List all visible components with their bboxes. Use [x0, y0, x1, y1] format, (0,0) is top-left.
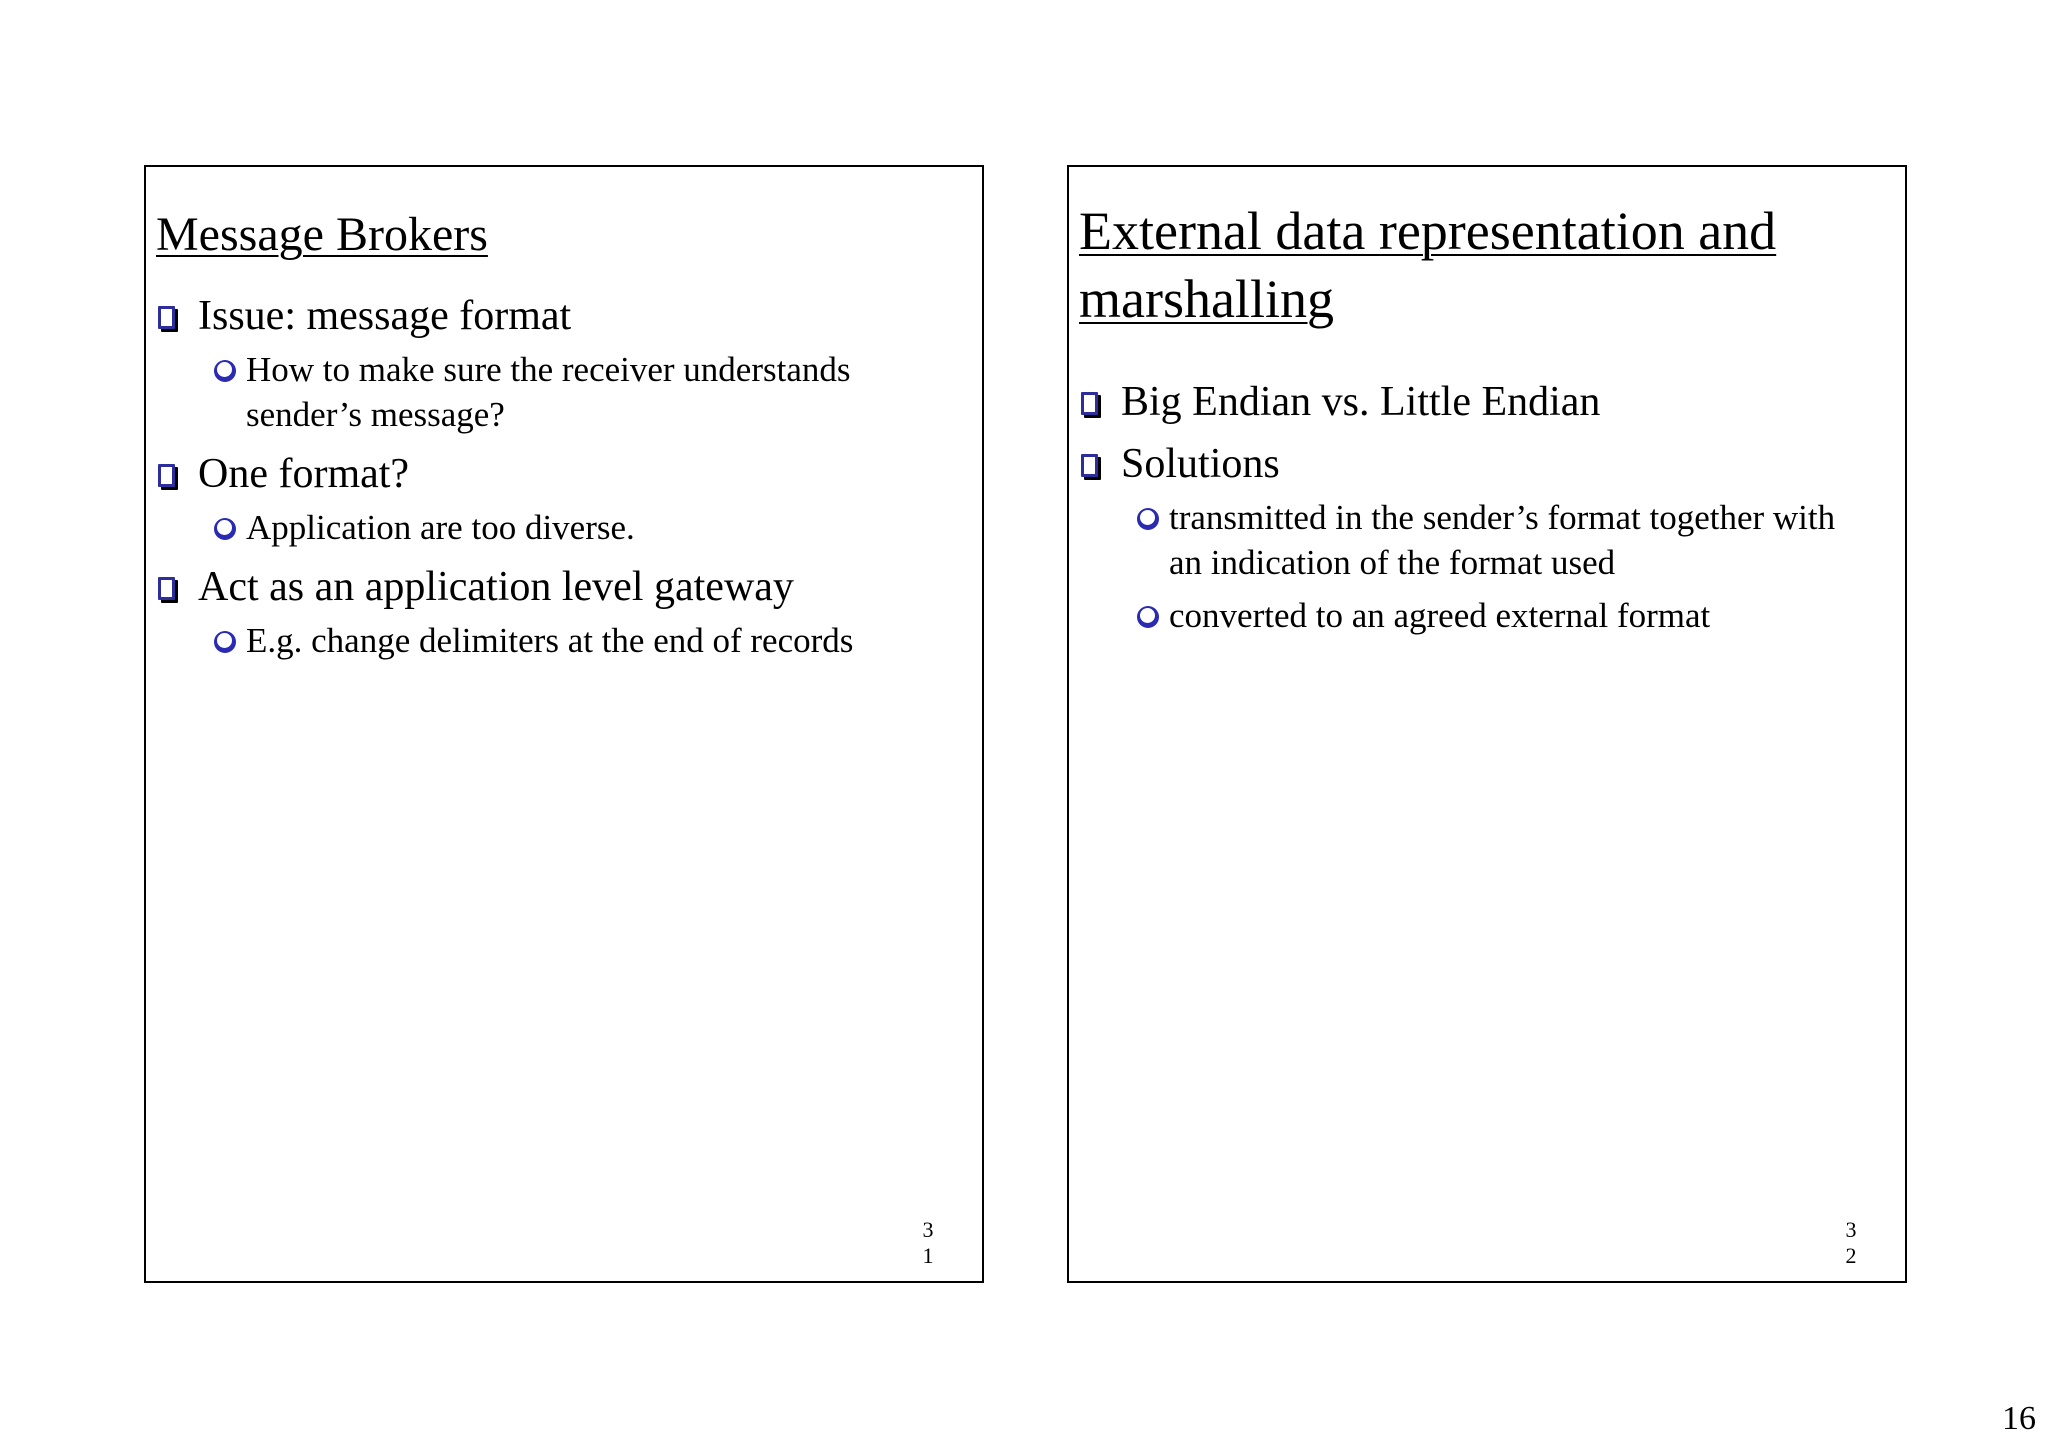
bullet-text: Big Endian vs. Little Endian [1121, 379, 1601, 425]
square-bullet-icon [158, 306, 175, 329]
slide-number-digit: 3 [922, 1217, 934, 1242]
bullet-text: One format? [198, 451, 410, 497]
sub-bullet-text: E.g. change delimiters at the end of records [246, 621, 854, 660]
slide-number [918, 1217, 938, 1269]
slide-title-line: External data representation and [1079, 201, 1777, 261]
sub-bullet-item [1135, 593, 1895, 638]
bullet-item [156, 449, 972, 499]
square-bullet-icon [1081, 392, 1098, 415]
bullet-item [156, 291, 972, 341]
circle-bullet-icon [1137, 508, 1159, 530]
bullet-list [1079, 377, 1895, 638]
circle-bullet-icon [214, 631, 236, 653]
circle-bullet-icon [1137, 606, 1159, 628]
sub-bullet-text: converted to an agreed external format [1169, 596, 1711, 635]
sub-bullet-item [212, 347, 972, 437]
slide-title: Message Brokers [156, 208, 488, 261]
slide-32 [1067, 165, 1907, 1283]
sub-bullet-item [212, 505, 972, 550]
slide-31 [144, 165, 984, 1283]
bullet-item [1079, 377, 1895, 427]
bullet-text: Issue: message format [198, 293, 572, 339]
square-bullet-icon [158, 464, 175, 487]
slide-number [1841, 1217, 1861, 1269]
bullet-list [156, 291, 972, 663]
circle-bullet-icon [214, 518, 236, 540]
slide-title [1079, 197, 1776, 333]
bullet-text: Solutions [1121, 441, 1280, 487]
bullet-item [1079, 439, 1895, 489]
sub-bullet-item [212, 618, 972, 663]
sub-bullet-text: How to make sure the receiver understands sender’s message? [246, 350, 851, 434]
bullet-item [156, 562, 972, 612]
circle-bullet-icon [214, 360, 236, 382]
square-bullet-icon [1081, 454, 1098, 477]
sub-bullet-item [1135, 495, 1895, 585]
sub-bullet-text: Application are too diverse. [246, 508, 635, 547]
page-number: 16 [2002, 1400, 2036, 1437]
slide-number-digit: 3 [1845, 1217, 1857, 1242]
slide-number-digit: 2 [1845, 1243, 1857, 1268]
sub-bullet-text: transmitted in the sender’s format together with an indication of the format used [1169, 498, 1836, 582]
slide-title-line: marshalling [1079, 269, 1334, 329]
slide-number-digit: 1 [922, 1243, 934, 1268]
square-bullet-icon [158, 577, 175, 600]
bullet-text: Act as an application level gateway [198, 564, 794, 610]
